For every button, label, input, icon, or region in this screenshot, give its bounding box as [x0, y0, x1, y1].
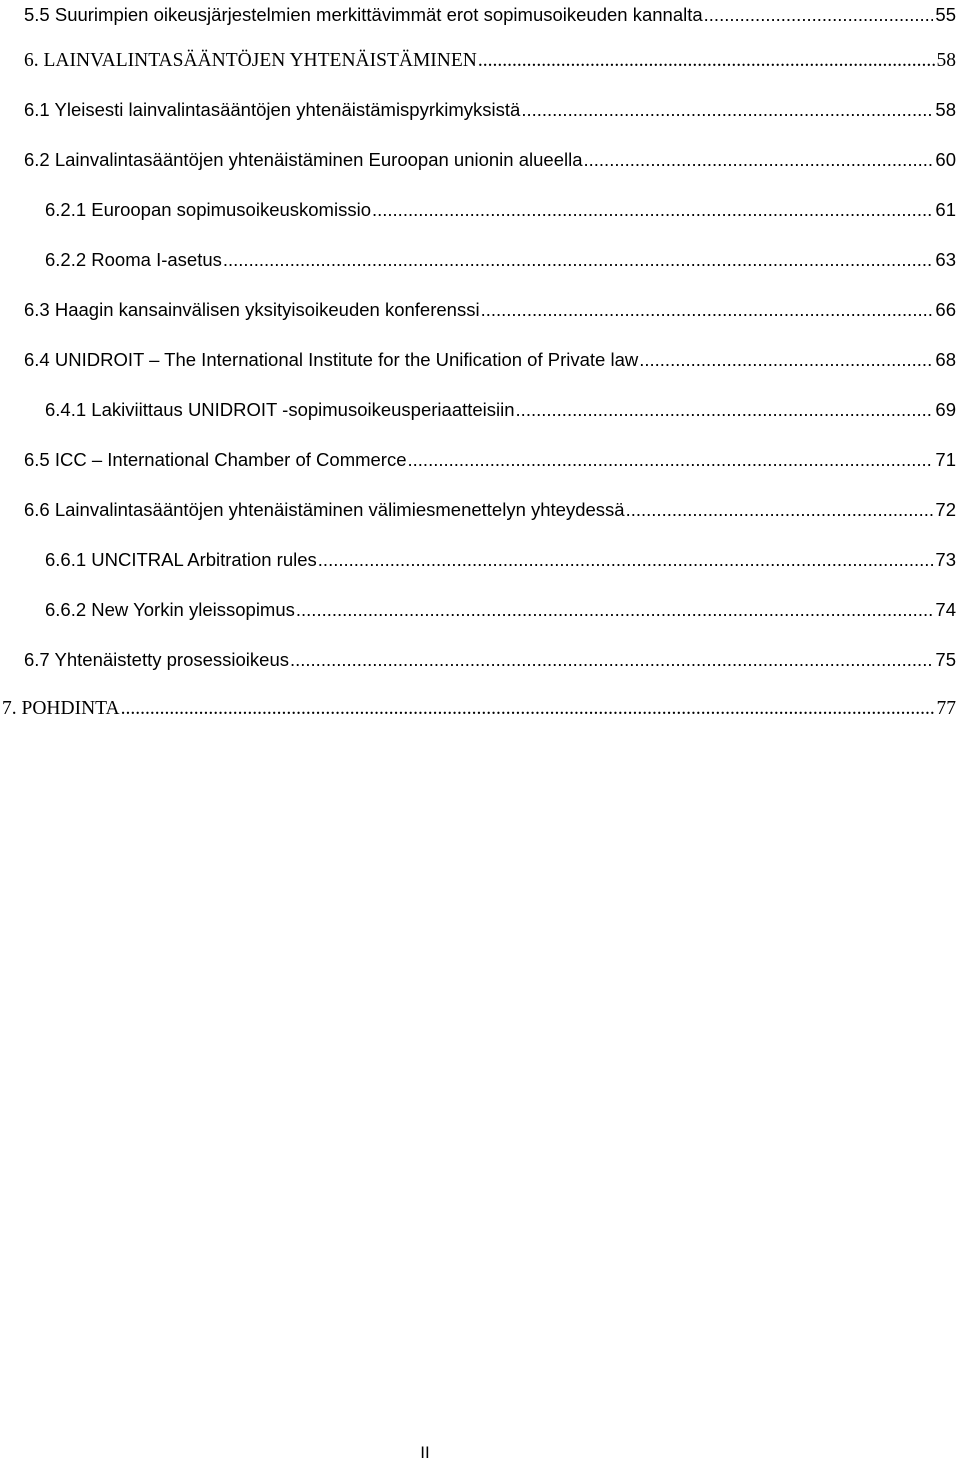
toc-dot-leader — [478, 46, 935, 76]
toc-entry-title: 6.6.1 UNCITRAL Arbitration rules — [45, 549, 317, 570]
toc-entry[interactable] — [0, 0, 956, 30]
toc-entry[interactable] — [0, 395, 956, 425]
toc-dot-leader — [516, 395, 934, 425]
toc-entry-title: 6.2.2 Rooma I-asetus — [45, 249, 222, 270]
toc-entry-title: 6.5 ICC – International Chamber of Commerce — [24, 449, 407, 470]
toc-entry-page: 61 — [935, 199, 956, 220]
toc-entry[interactable] — [0, 245, 956, 275]
toc-dot-leader — [296, 595, 934, 625]
toc-entry-page: 68 — [935, 349, 956, 370]
toc-entry-page: 55 — [935, 4, 956, 25]
toc-dot-leader — [639, 345, 933, 375]
toc-entry-page: 69 — [935, 399, 956, 420]
toc-entry-title: 7. POHDINTA — [2, 698, 120, 719]
toc-entry-page: 71 — [935, 449, 956, 470]
toc-entry-title: 6.1 Yleisesti lainvalintasääntöjen yhtenäistämispyrkimyksistä — [24, 99, 521, 120]
toc-entry-page: 63 — [935, 249, 956, 270]
toc-dot-leader — [223, 245, 934, 275]
toc-dot-leader — [521, 95, 933, 125]
toc-dot-leader — [626, 495, 934, 525]
toc-entry-title: 6. LAINVALINTASÄÄNTÖJEN YHTENÄISTÄMINEN — [24, 50, 477, 71]
toc-entry-title: 6.7 Yhtenäistetty prosessioikeus — [24, 649, 289, 670]
page-number: II — [420, 1443, 430, 1462]
toc-entry-page: 60 — [935, 149, 956, 170]
toc-entry-page: 58 — [936, 50, 956, 71]
toc-entry-page: 66 — [935, 299, 956, 320]
toc-entry[interactable] — [0, 645, 956, 675]
toc-entry[interactable] — [0, 145, 956, 175]
toc-entry[interactable] — [0, 345, 956, 375]
toc-dot-leader — [121, 694, 935, 724]
toc-entry-page: 75 — [935, 649, 956, 670]
toc-entry-page: 72 — [935, 499, 956, 520]
toc-entry-title: 6.4 UNIDROIT – The International Institute for the Unification of Private law — [24, 349, 639, 370]
toc-dot-leader — [704, 0, 934, 30]
toc-entry[interactable] — [0, 195, 956, 225]
toc-entry-title: 6.6 Lainvalintasääntöjen yhtenäistäminen välimiesmenettelyn yhteydessä — [24, 499, 625, 520]
toc-entry-title: 6.2 Lainvalintasääntöjen yhtenäistäminen Euroopan unionin alueella — [24, 149, 583, 170]
toc-entry[interactable] — [0, 295, 956, 325]
toc-dot-leader — [584, 145, 934, 175]
toc-entry[interactable] — [0, 545, 956, 575]
toc-entry[interactable] — [0, 495, 956, 525]
toc-dot-leader — [372, 195, 933, 225]
toc-dot-leader — [318, 545, 934, 575]
toc-dot-leader — [408, 445, 934, 475]
toc-entry[interactable] — [0, 95, 956, 125]
toc-entry-title: 6.2.1 Euroopan sopimusoikeuskomissio — [45, 199, 371, 220]
toc-entry[interactable] — [0, 46, 956, 76]
toc-entry[interactable] — [0, 595, 956, 625]
toc-dot-leader — [290, 645, 933, 675]
toc-entry-title: 6.6.2 New Yorkin yleissopimus — [45, 599, 295, 620]
toc-entry-page: 58 — [935, 99, 956, 120]
toc-entry-page: 74 — [935, 599, 956, 620]
toc-entry[interactable] — [0, 445, 956, 475]
toc-entry[interactable] — [0, 694, 956, 724]
toc-entry-page: 73 — [935, 549, 956, 570]
toc-entry-title: 6.3 Haagin kansainvälisen yksityisoikeuden konferenssi — [24, 299, 480, 320]
toc-dot-leader — [481, 295, 934, 325]
toc-entry-title: 5.5 Suurimpien oikeusjärjestelmien merkittävimmät erot sopimusoikeuden kannalta — [24, 4, 703, 25]
toc-entry-title: 6.4.1 Lakiviittaus UNIDROIT -sopimusoikeusperiaatteisiin — [45, 399, 515, 420]
toc-entry-page: 77 — [936, 698, 956, 719]
